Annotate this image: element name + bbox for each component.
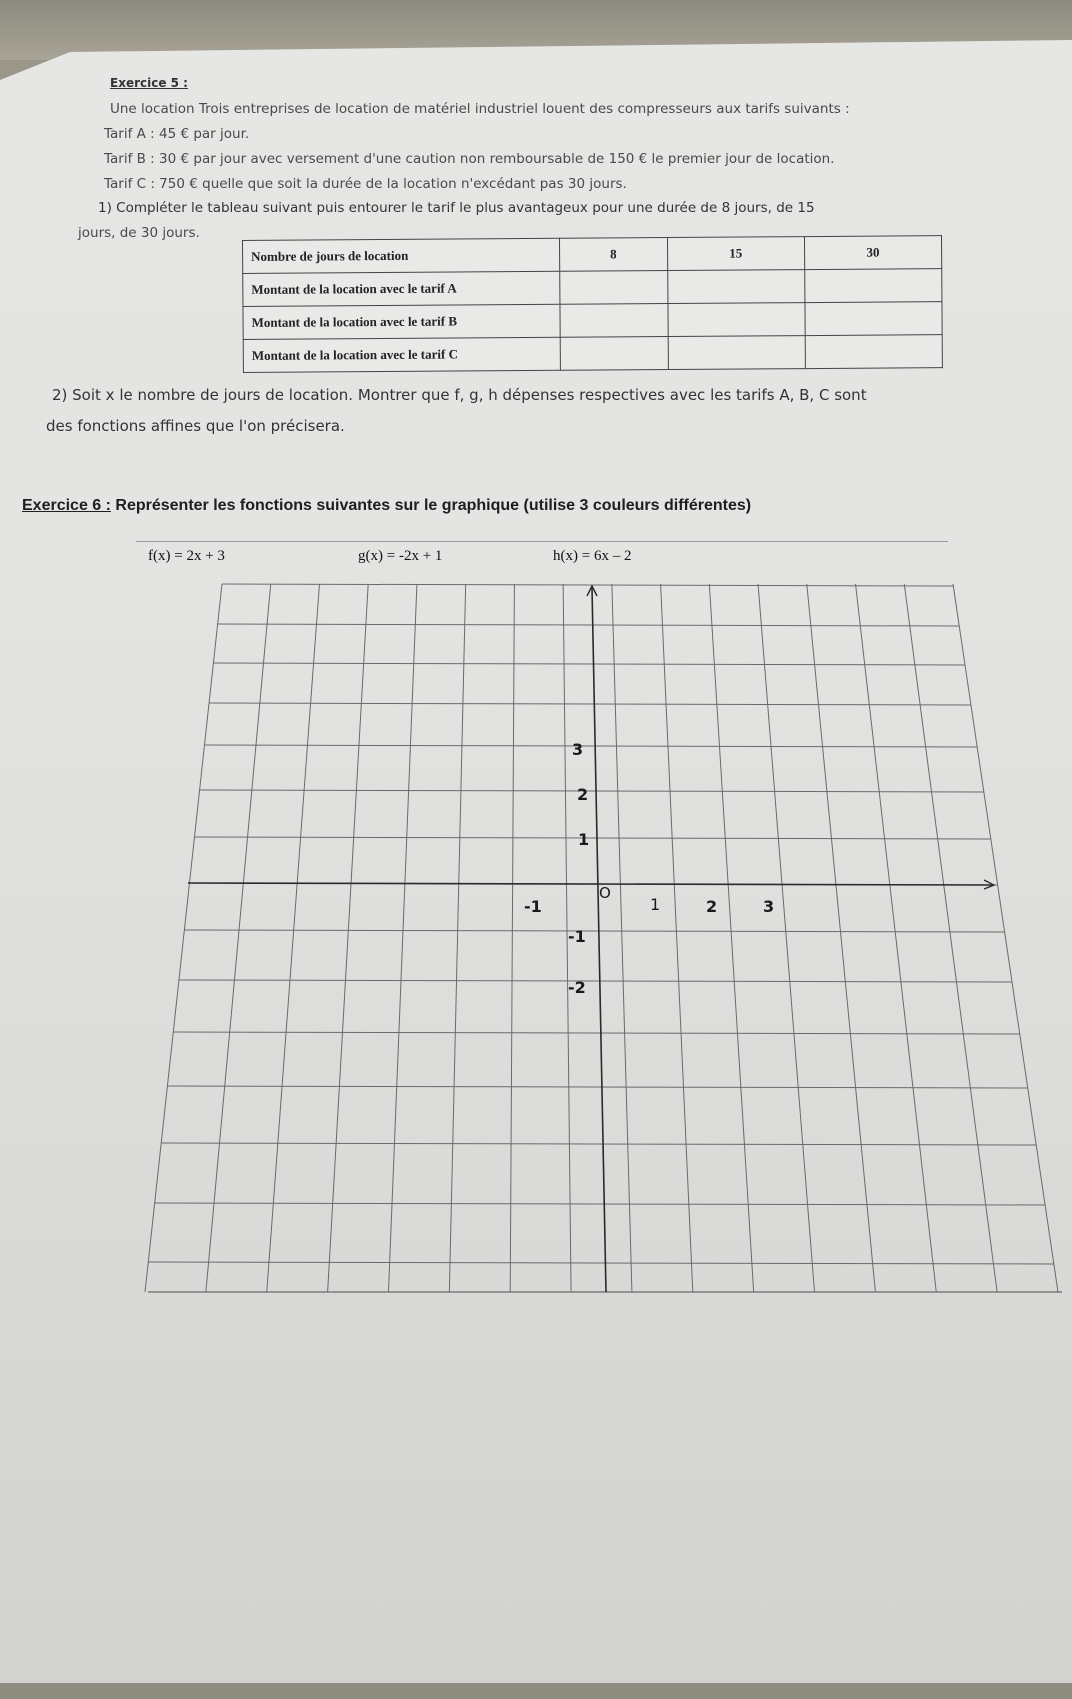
table-cell: Montant de la location avec le tarif A (243, 271, 560, 306)
grid-line (222, 584, 953, 586)
grid-line (204, 745, 976, 747)
grid-line (612, 584, 632, 1292)
axes (188, 586, 994, 1292)
grid-line (200, 790, 984, 792)
grid-line (184, 930, 1004, 932)
origin-label: O (599, 884, 611, 902)
function-f: f(x) = 2x + 3 (148, 548, 225, 564)
grid-line (449, 584, 465, 1292)
grid-line (388, 584, 416, 1292)
question1-line1: 1) Compléter le tableau suivant puis entourer le tarif le plus avantageux pour une durée de 8 jours, de 15 (98, 200, 815, 216)
grid-line (904, 584, 997, 1292)
grid-line (206, 584, 271, 1292)
table-cell: 15 (667, 237, 804, 271)
grid-line (173, 1032, 1019, 1034)
grid-line (709, 584, 753, 1292)
grid-line (167, 1086, 1027, 1088)
y-label-1: 1 (578, 830, 590, 849)
grid-line (145, 584, 222, 1292)
grid-line (148, 1262, 1053, 1264)
grid-line (155, 1203, 1045, 1205)
grid-line (856, 584, 937, 1292)
exercise6-title: Exercice 6 : (22, 497, 111, 514)
grid-line (758, 584, 814, 1292)
grid-line (510, 584, 514, 1292)
x-axis (188, 883, 992, 885)
question1-line2: jours, de 30 jours. (78, 225, 200, 241)
question2-line1: 2) Soit x le nombre de jours de location. Montrer que f, g, h dépenses respectives avec les tarifs A, B, C sont (52, 386, 867, 404)
table-cell: Montant de la location avec le tarif C (243, 337, 560, 372)
grid-line (807, 584, 876, 1292)
exercise5-title: Exercice 5 : (110, 76, 188, 90)
table-cell: Nombre de jours de location (243, 238, 560, 273)
grid-line (953, 584, 1058, 1292)
question2-line2: des fonctions affines que l'on précisera. (46, 417, 345, 435)
grid-line (661, 584, 693, 1292)
grid-line (213, 663, 964, 665)
x-label-2: 2 (706, 897, 718, 916)
exercise6-instruction: Représenter les fonctions suivantes sur le graphique (utilise 3 couleurs différentes) (110, 497, 752, 514)
table-cell: 8 (559, 238, 667, 272)
grid-line (194, 837, 990, 839)
function-h: h(x) = 6x – 2 (553, 548, 632, 564)
grid-line (179, 980, 1012, 982)
grid-line (328, 584, 369, 1292)
grid-line (209, 703, 971, 705)
function-g: g(x) = -2x + 1 (358, 548, 443, 564)
grid-line (161, 1143, 1036, 1145)
x-label-minus-1: -1 (524, 897, 542, 916)
grid-line (218, 624, 959, 626)
y-label-minus-1: -1 (568, 927, 586, 946)
x-label-1: 1 (650, 895, 661, 914)
tarif-c-text: Tarif C : 750 € quelle que soit la durée de la location n'excédant pas 30 jours. (104, 176, 627, 192)
y-axis (592, 588, 606, 1292)
table-cell: 30 (804, 236, 941, 270)
exercise5-intro: Une location Trois entreprises de location de matériel industriel louent des compresseurs aux tarifs suivants : (110, 101, 850, 117)
x-label-3: 3 (763, 897, 775, 916)
y-label-3: 3 (572, 740, 584, 759)
tarif-b-text: Tarif B : 30 € par jour avec versement d'une caution non remboursable de 150 € le premier jour de location. (104, 151, 835, 167)
tarif-a-text: Tarif A : 45 € par jour. (104, 126, 250, 142)
y-label-minus-2: -2 (568, 978, 586, 997)
y-label-2: 2 (577, 785, 589, 804)
grid-line (267, 584, 320, 1292)
table-cell: Montant de la location avec le tarif B (243, 304, 560, 339)
